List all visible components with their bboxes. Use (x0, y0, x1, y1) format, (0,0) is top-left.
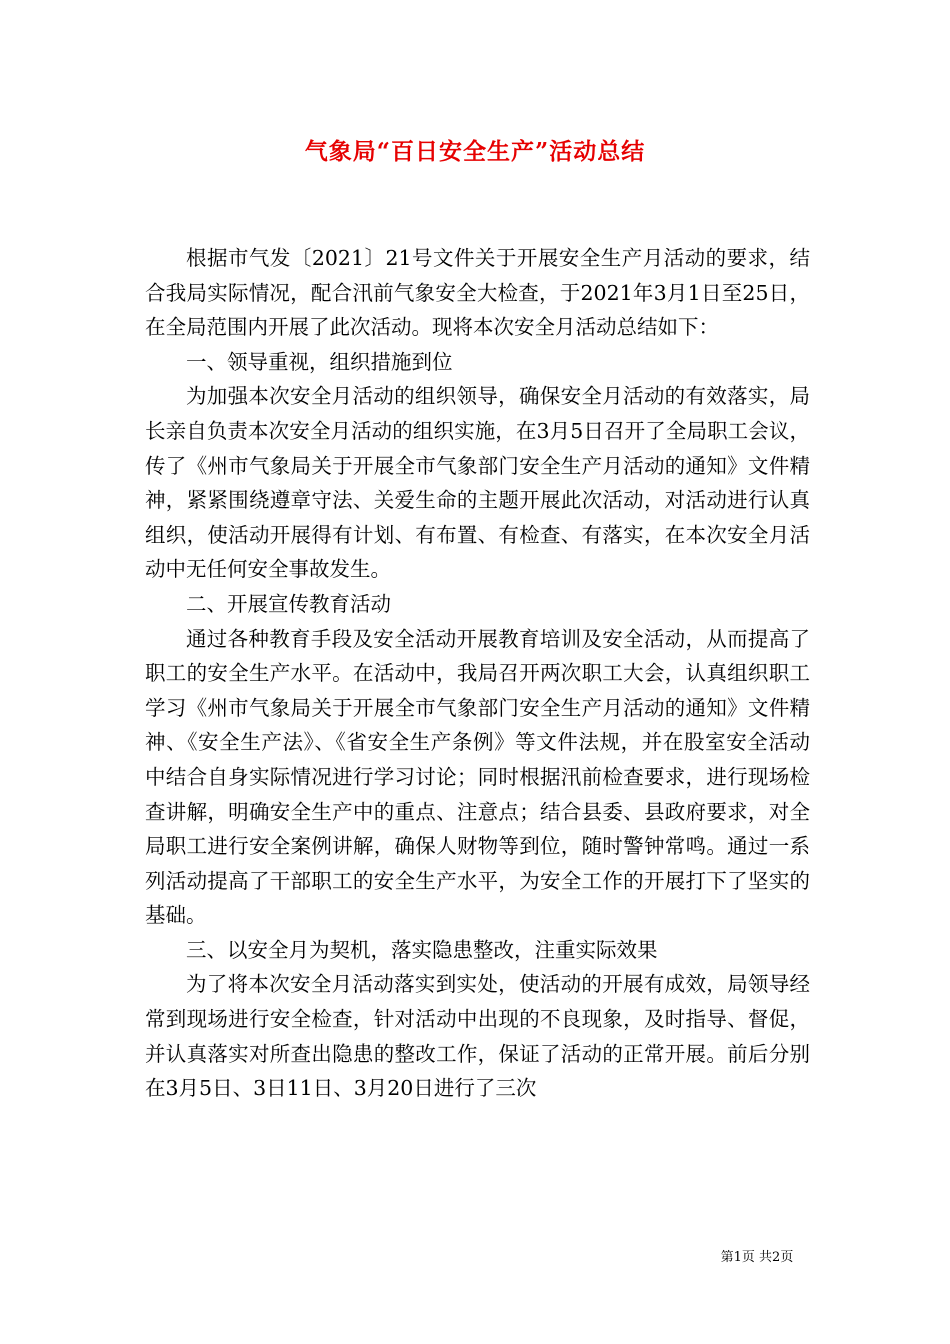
document-body (145, 241, 810, 1106)
document-title: 气象局“百日安全生产”活动总结 (304, 138, 646, 165)
paragraph-section-2: 通过各种教育手段及安全活动开展教育培训及安全活动，从而提高了职工的安全生产水平。在活动中，我局召开两次职工大会，认真组织职工学习《州市气象局关于开展全市气象部门安全生产月活动的通知》文件精神、《安全生产法》、《省安全生产条例》等文件法规，并在股室安全活动中结合自身实际情况进行学习讨论；同时根据汛前检查要求，进行现场检查讲解，明确安全生产中的重点、注意点；结合县委、县政府要求，对全局职工进行安全案例讲解，确保人财物等到位，随时警钟常鸣。通过一系列活动提高了干部职工的安全生产水平，为安全工作的开展打下了坚实的基础。 (145, 626, 810, 928)
section-heading-2: 二、开展宣传教育活动 (186, 591, 391, 616)
page-number: 第1页 共2页 (720, 1250, 794, 1265)
paragraph-intro: 根据市气发〔2021〕21号文件关于开展安全生产月活动的要求，结合我局实际情况，配合汛前气象安全大检查，于2021年3月1日至25日，在全局范围内开展了此次活动。现将本次安全月活动总结如下： (145, 246, 810, 340)
paragraph-section-1: 为加强本次安全月活动的组织领导，确保安全月活动的有效落实，局长亲自负责本次安全月活动的组织实施，在3月5日召开了全局职工会议，传了《州市气象局关于开展全市气象部门安全生产月活动的通知》文件精神，紧紧围绕遵章守法、关爱生命的主题开展此次活动，对活动进行认真组织，使活动开展得有计划、有布置、有检查、有落实，在本次安全月活动中无任何安全事故发生。 (145, 384, 810, 582)
section-heading-1: 一、领导重视，组织措施到位 (186, 349, 453, 374)
page-footer (0, 1246, 950, 1265)
section-heading-3: 三、以安全月为契机，落实隐患整改，注重实际效果 (186, 937, 658, 962)
paragraph-section-3: 为了将本次安全月活动落实到实处，使活动的开展有成效，局领导经常到现场进行安全检查，针对活动中出现的不良现象，及时指导、督促，并认真落实对所查出隐患的整改工作，保证了活动的正常开展。前后分别在3月5日、3日11日、3月20日进行了三次 (145, 972, 810, 1101)
